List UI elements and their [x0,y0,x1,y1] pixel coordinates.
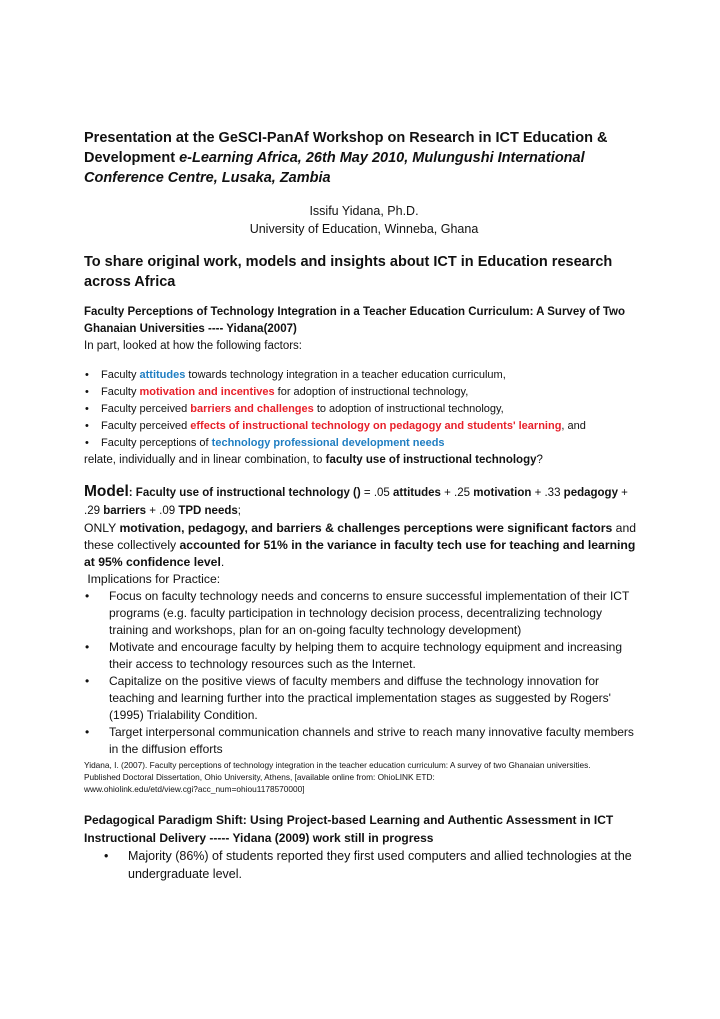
model-equation: Model: Faculty use of instructional technology () = .05 attitudes + .25 motivation + .33 pedagogy + .29 barriers + .09 TPD needs; [84,483,628,517]
implications-heading: Implications for Practice: [84,572,221,586]
author-affiliation: University of Education, Winneba, Ghana [249,222,479,236]
study1-intro: In part, looked at how the following factors: [84,340,302,352]
title-event-italic: e-Learning Africa, 26th May 2010, Mulungushi International Conference Centre, Lusaka, Zambia [84,150,585,186]
study2-list [84,847,644,883]
factor-item: • Faculty motivation and incentives for adoption of instructional technology, [84,384,644,401]
author-block [84,202,644,238]
implication-item: • Target interpersonal communication channels and strive to reach many innovative faculty members in the diffusion efforts [84,724,644,758]
reference-line: Yidana, I. (2007). Faculty perceptions of technology integration in the teacher education curriculum: A survey of two Ghanaian universities. [84,760,591,770]
implication-item: • Focus on faculty technology needs and concerns to ensure successful implementation of their ICT programs (e.g. faculty participation in technology decision process, decentralizing technology training and workshops, plan for an on-going faculty technology development) [84,588,644,639]
implication-item: • Motivate and encourage faculty by helping them to acquire technology equipment and increasing their access to technology resources such as the Internet. [84,639,644,673]
share-heading: To share original work, models and insights about ICT in Education research across Africa [84,254,613,290]
study2-heading: Pedagogical Paradigm Shift: Using Project-based Learning and Authentic Assessment in ICT Instructional Delivery ----- Yidana (2009) work still in progress [84,813,614,845]
factor-list [84,367,644,452]
factor-item: • Faculty perceptions of technology professional development needs [84,435,644,452]
model-label: Model [84,483,129,500]
implications-list [84,588,644,758]
title-text: Presentation at the GeSCI-PanAf Workshop on Research in ICT Education & Development [84,130,608,166]
factor-item: • Faculty perceived barriers and challenges to adoption of instructional technology, [84,401,644,418]
implication-item: • Capitalize on the positive views of faculty members and diffuse the technology innovation for teaching and learning further into the practical implementation stages as suggested by Rogers' (1995) Trialability Condition. [84,673,644,724]
presentation-title [84,128,644,188]
reference-url: www.ohiolink.edu/etd/view.cgi?acc_num=ohiou1178570000] [84,784,305,794]
reference-citation [84,759,644,795]
factor-item: • Faculty attitudes towards technology integration in a teacher education curriculum, [84,367,644,384]
reference-line: Published Doctoral Dissertation, Ohio University, Athens, [available online from: OhioLINK ETD: [84,772,435,782]
factor-item: • Faculty perceived effects of instructional technology on pedagogy and students' learning, and [84,418,644,435]
author-name: Issifu Yidana, Ph.D. [309,204,419,218]
study1-heading: Faculty Perceptions of Technology Integration in a Teacher Education Curriculum: A Survey of Two Ghanaian Universities ---- Yidana(2007) [84,306,625,335]
study2-item: • Majority (86%) of students reported they first used computers and allied technologies at the undergraduate level. [104,847,644,883]
document-page [84,128,644,883]
relate-line: relate, individually and in linear combination, to faculty use of instructional technology? [84,454,543,466]
model-finding: ONLY motivation, pedagogy, and barriers & challenges perceptions were significant factors and these collectively accounted for 51% in the variance in faculty tech use for teaching and learning at 95% confidence level. [84,521,637,569]
